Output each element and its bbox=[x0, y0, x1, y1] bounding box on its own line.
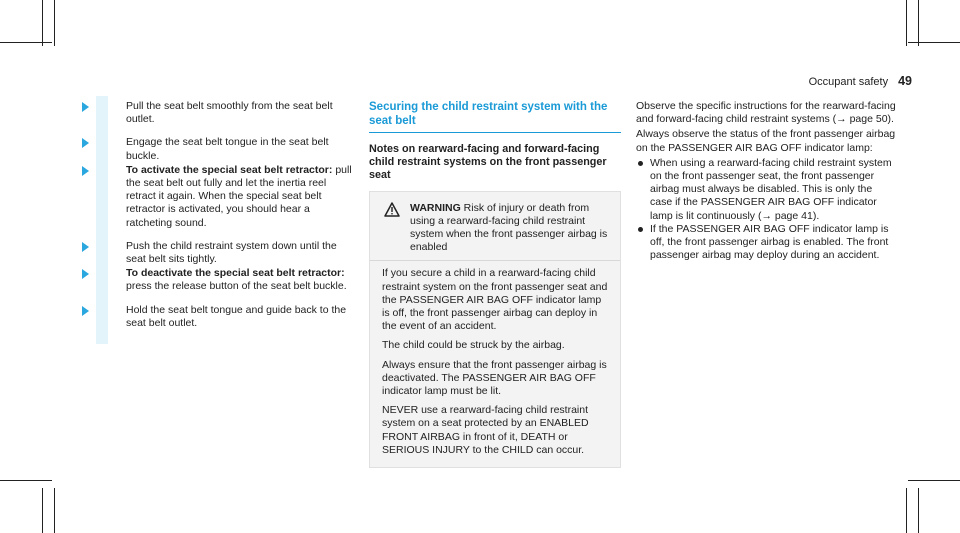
crop-mark bbox=[906, 0, 907, 46]
crop-mark bbox=[918, 0, 919, 46]
page-header bbox=[809, 74, 912, 88]
bullet-icon bbox=[638, 161, 643, 166]
crop-mark bbox=[906, 488, 907, 533]
warning-paragraph: Always ensure that the front passenger airbag is deactivated. The PASSENGER AIR BAG OFF indicator lamp must be lit. bbox=[382, 358, 607, 398]
arrow-right-icon bbox=[82, 166, 89, 176]
step-text: Hold the seat belt tongue and guide back to the seat belt outlet. bbox=[126, 303, 347, 329]
crop-mark bbox=[908, 42, 960, 43]
warning-intro: Risk of injury or death from using a rearward-facing child restraint system when the front passenger airbag is enabled bbox=[410, 201, 608, 254]
warning-triangle-icon bbox=[384, 202, 400, 217]
arrow-right-icon bbox=[82, 138, 89, 148]
body-paragraph: Observe the specific instructions for the rearward-facing and forward-facing child restraint systems (→ page 50). bbox=[636, 100, 896, 126]
crop-mark bbox=[918, 488, 919, 533]
arrow-right-icon bbox=[82, 269, 89, 279]
title-rule bbox=[369, 132, 621, 133]
step-item bbox=[112, 100, 352, 126]
airbag-notes-column bbox=[636, 100, 896, 262]
crop-mark bbox=[42, 0, 43, 46]
step-bar bbox=[96, 96, 108, 344]
warning-label: WARNING bbox=[410, 201, 461, 214]
warning-paragraph: If you secure a child in a rearward-facing child restraint system on the front passenger seat and the PASSENGER AIR BAG OFF indicator lamp is off, the front passenger airbag can deploy in the event of an accident. bbox=[382, 267, 608, 333]
bullet-text: If the PASSENGER AIR BAG OFF indicator lamp is off, the front passenger airbag is enabled. The front passenger airbag may deploy during an accident. bbox=[650, 222, 889, 262]
warning-header bbox=[382, 202, 610, 255]
arrow-right-icon bbox=[82, 102, 89, 112]
step-item bbox=[112, 304, 352, 330]
step-item bbox=[112, 267, 352, 293]
step-item bbox=[112, 164, 352, 230]
step-text: press the release button of the seat belt buckle. bbox=[126, 280, 347, 293]
steps-column bbox=[112, 100, 352, 340]
step-label: To deactivate the special seat belt retractor: bbox=[126, 267, 345, 280]
arrow-right-icon bbox=[82, 306, 89, 316]
step-item bbox=[112, 240, 352, 266]
warning-paragraph: NEVER use a rearward-facing child restraint system on a seat protected by an ENABLED FRONT AIRBAG in front of it, DEATH or SERIOUS INJURY to the CHILD can occur. bbox=[382, 404, 589, 456]
step-text: Pull the seat belt smoothly from the seat belt outlet. bbox=[126, 100, 333, 126]
bullet-item bbox=[636, 157, 896, 223]
warning-box bbox=[369, 191, 621, 468]
page-number: 49 bbox=[898, 74, 912, 88]
subsection-title: Notes on rearward-facing and forward-facing child restraint systems on the front passenger seat bbox=[369, 143, 607, 182]
bullet-item bbox=[636, 223, 896, 263]
step-text: Engage the seat belt tongue in the seat belt buckle. bbox=[126, 136, 329, 162]
step-text: Push the child restraint system down until the seat belt sits tightly. bbox=[126, 239, 337, 266]
step-label: To activate the special seat belt retractor: bbox=[126, 163, 333, 176]
section-name: Occupant safety bbox=[808, 76, 889, 88]
crop-mark bbox=[42, 488, 43, 533]
step-text: pull the seat belt out fully and let the inertia reel retract it again. When the special seat belt retractor is activated, you should hear a ratcheting sound. bbox=[126, 163, 352, 229]
warning-divider bbox=[370, 260, 620, 261]
step-item bbox=[112, 136, 352, 162]
child-restraint-column bbox=[369, 100, 621, 468]
bullet-text: When using a rearward-facing child restraint system on the front passenger seat, the front passenger airbag must always be disabled. This is only the case if the PASSENGER AIR BAG OFF indicator lamp is lit continuously (→ page 41). bbox=[650, 156, 892, 222]
crop-mark bbox=[54, 488, 55, 533]
section-title: Securing the child restraint system with the seat belt bbox=[369, 101, 608, 127]
arrow-right-icon bbox=[82, 242, 89, 252]
bullet-icon bbox=[638, 227, 643, 232]
crop-mark bbox=[0, 480, 52, 481]
crop-mark bbox=[54, 0, 55, 46]
warning-paragraph: The child could be struck by the airbag. bbox=[382, 339, 565, 352]
crop-mark bbox=[0, 42, 52, 43]
body-paragraph: Always observe the status of the front passenger airbag on the PASSENGER AIR BAG OFF indicator lamp: bbox=[636, 128, 896, 154]
crop-mark bbox=[908, 480, 960, 481]
